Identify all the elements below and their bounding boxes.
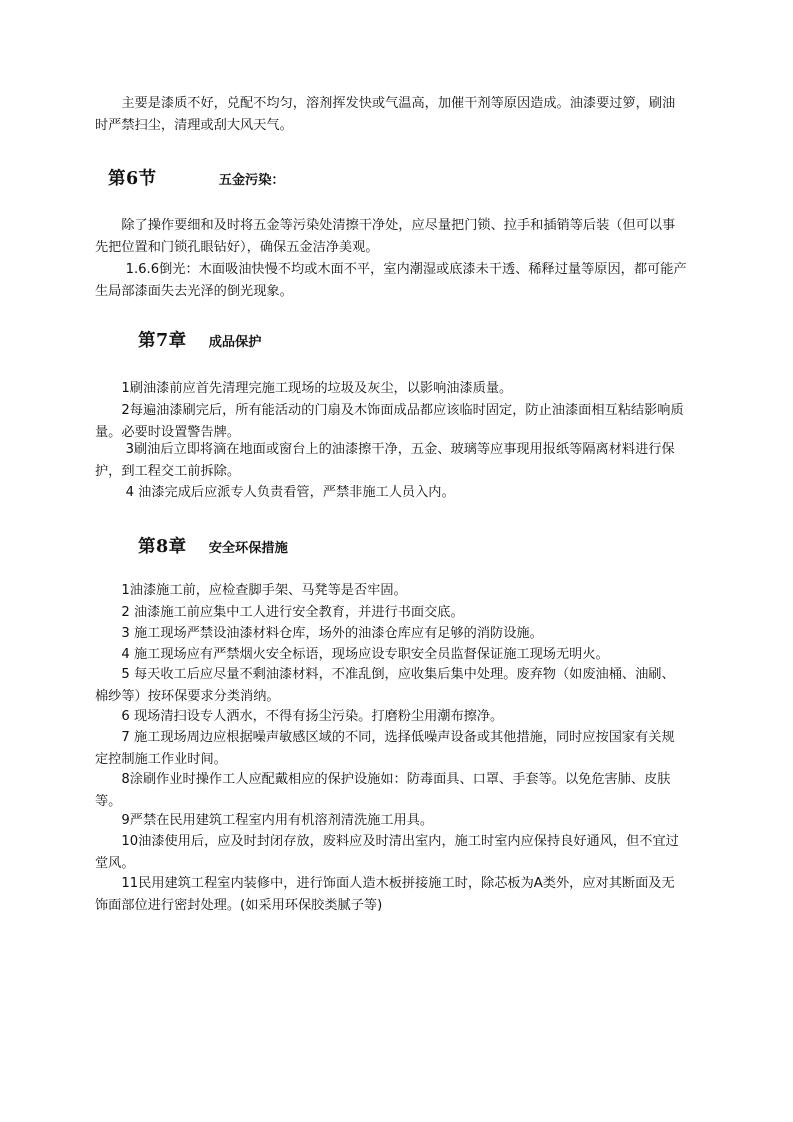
chapter-8-number: 第8章 (138, 537, 187, 557)
section-6-title: 五金污染： (218, 173, 285, 188)
hardware-paragraph: 除了操作要细和及时将五金等污染处清擦干净处，应尽量把门锁、拉手和插销等后装（但可以事先把位置和门锁孔眼钻好），确保五金洁净美观。 (95, 218, 676, 255)
ch8-item: 5 每天收工后应尽量不剩油漆材料，不准乱倒，应收集后集中处理。废弃物（如废油桶、油刷、棉纱等）按环保要求分类消纳。 (95, 667, 675, 704)
ch8-item: 6 现场清扫设专人洒水，不得有扬尘污染。打磨粉尘用潮布擦净。 (95, 709, 504, 724)
ch7-item: 4 油漆完成后应派专人负责看管，严禁非施工人员入内。 (95, 485, 455, 500)
ch8-item: 2 油漆施工前应集中工人进行安全教育，并进行书面交底。 (95, 605, 464, 620)
ch8-item: 4 施工现场应有严禁烟火安全标语，现场应设专职安全员监督保证施工现场无明火。 (95, 647, 609, 662)
ch8-item: 8涂刷作业时操作工人应配戴相应的保护设施如：防毒面具、口罩、手套等。以免危害肺、皮肤等。 (95, 772, 671, 809)
section-6-heading (108, 165, 285, 190)
section-6-number: 第6节 (108, 169, 157, 189)
ch7-item: 3刷油后立即将滴在地面或窗台上的油漆擦干净，五金、玻璃等应事现用报纸等隔离材料进行保护，到工程交工前拆除。 (95, 442, 675, 479)
ch8-item: 7 施工现场周边应根据噪声敏感区域的不同，选择低噪声设备或其他措施，同时应按国家有关规定控制施工作业时间。 (95, 730, 675, 767)
chapter-7-heading (138, 327, 261, 352)
ch8-item: 3 施工现场严禁设油漆材料仓库，场外的油漆仓库应有足够的消防设施。 (95, 626, 543, 641)
ch8-item: 11民用建筑工程室内装修中，进行饰面人造木板拼接施工时，除芯板为A类外，应对其断面及无饰面部位进行密封处理。(如采用环保胶类腻子等) (95, 876, 675, 913)
chapter-7-title: 成品保护 (208, 335, 262, 350)
ch7-item: 1刷油漆前应首先清理完施工现场的垃圾及灰尘，以影响油漆质量。 (95, 381, 513, 396)
intro-paragraph: 主要是漆质不好，兑配不均匀，溶剂挥发快或气温高，加催干剂等原因造成。油漆要过箩，刷油时严禁扫尘，清理或刮大风天气。 (95, 96, 676, 133)
dull-gloss-paragraph: 1.6.6倒光：木面吸油快慢不均或木面不平，室内潮湿或底漆未干透、稀释过量等原因，都可能产生局部漆面失去光泽的倒光现象。 (95, 262, 687, 299)
chapter-7-number: 第7章 (138, 331, 187, 351)
chapter-8-title: 安全环保措施 (208, 541, 288, 556)
ch8-item: 1油漆施工前，应检查脚手架、马凳等是否牢固。 (95, 583, 407, 598)
ch8-item: 10油漆使用后，应及时封闭存放，废料应及时清出室内，施工时室内应保持良好通风，但不宜过堂风。 (95, 834, 679, 871)
ch7-item: 2每遍油漆刷完后，所有能活动的门扇及木饰面成品都应该临时固定，防止油漆面相互粘结影响质量。必要时设置警告牌。 (95, 403, 684, 440)
ch8-item: 9严禁在民用建筑工程室内用有机溶剂清洗施工用具。 (95, 813, 434, 828)
chapter-8-heading (138, 533, 288, 558)
